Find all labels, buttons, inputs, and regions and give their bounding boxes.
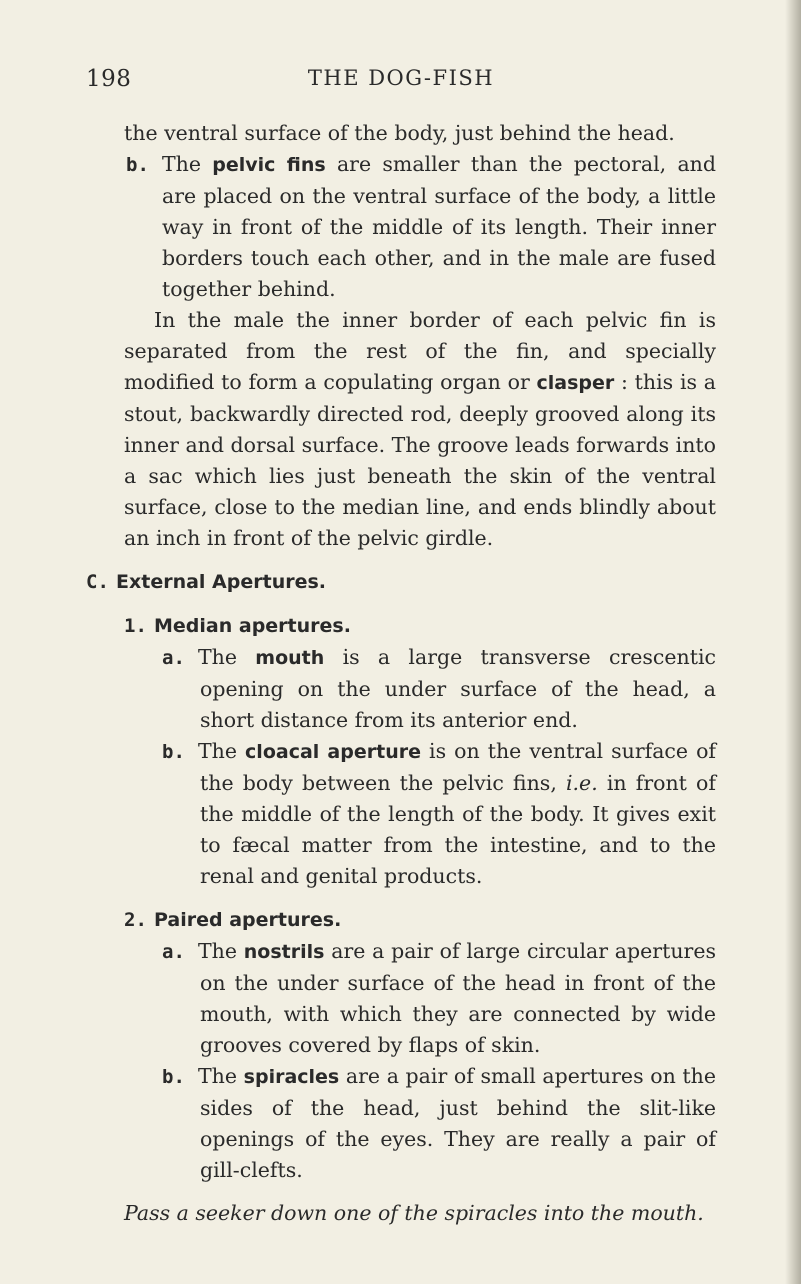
text-run: in front of the middle of the length of the body. It gives exit to fæcal matter from the intestine, and to the renal and genital products. (200, 771, 716, 888)
item-a-nostrils (86, 936, 716, 1061)
text-run: The (198, 645, 256, 669)
subsection-title: Paired apertures. (154, 909, 342, 931)
term-clasper: clasper (536, 372, 615, 394)
item-b-cloacal-aperture (86, 736, 716, 892)
body-text (86, 118, 716, 1229)
text-run: In the male the inner border of each pelvic fin is separated from the rest of the fin, and specially modified to form a copulating organ or (124, 308, 716, 394)
item-a-mouth (86, 642, 716, 736)
section-title: External Apertures. (116, 571, 327, 593)
text-run: are a pair of large circular apertures on the under surface of the head in front of the mouth, with which they are connected by wide grooves covered by flaps of skin. (200, 939, 716, 1057)
text-run: The (198, 1064, 244, 1088)
subsection-title: Median apertures. (154, 615, 351, 637)
subsection-marker: 2. (124, 909, 147, 931)
list-marker: a. (162, 941, 185, 963)
item-b-pelvic-fins (86, 149, 716, 305)
text-run: is on the ventral surface of the body between the pelvic fins, (200, 739, 717, 795)
section-heading-c (86, 566, 716, 598)
item-b-spiracles (86, 1061, 716, 1186)
paragraph-text: the ventral surface of the body, just behind the head. (124, 121, 675, 145)
running-head: THE DOG-FISH (307, 66, 495, 90)
list-marker: b. (162, 741, 185, 763)
paragraph-clasper (86, 305, 716, 554)
term-mouth: mouth (255, 647, 325, 669)
text-run: : this is a stout, backwardly directed rod, deeply grooved along its inner and dorsal surface. The groove leads forwards into a sac which lies just beneath the skin of the ventral surface, close to the median line, and ends blindly about an inch in front of the pelvic girdle. (124, 370, 716, 550)
text-run: are smaller than the pectoral, and are placed on the ventral surface of the body, a little way in front of the middle of its length. Their inner borders touch each other, and in the male are fused together behind. (162, 152, 716, 301)
text-run: are a pair of small apertures on the sides of the head, just behind the slit-like openings of the eyes. They are really a pair of gill-clefts. (200, 1064, 716, 1182)
text-run: The (198, 739, 246, 763)
section-marker: C. (86, 571, 109, 593)
text-run: The (198, 939, 244, 963)
subsection-heading-2 (86, 904, 716, 936)
term-spiracles: spiracles (243, 1066, 340, 1088)
list-marker: b. (126, 154, 149, 176)
list-marker: b. (162, 1066, 185, 1088)
page-number: 198 (86, 66, 132, 92)
page-header (86, 66, 716, 102)
list-marker: a. (162, 647, 185, 669)
text-run: is a large transverse crescentic opening on the under surface of the head, a short distance from its anterior end. (200, 645, 716, 732)
text-run-italic: i.e. (565, 771, 598, 795)
page-edge-shadow (785, 0, 801, 1284)
term-cloacal-aperture: cloacal aperture (245, 741, 421, 763)
subsection-heading-1 (86, 610, 716, 642)
text-run: The (162, 152, 213, 176)
subsection-marker: 1. (124, 615, 147, 637)
paragraph-continuation (86, 118, 716, 149)
instruction-line: Pass a seeker down one of the spiracles into the mouth. (124, 1201, 704, 1225)
term-nostrils: nostrils (243, 941, 325, 963)
term-pelvic-fins: pelvic fins (212, 154, 326, 176)
